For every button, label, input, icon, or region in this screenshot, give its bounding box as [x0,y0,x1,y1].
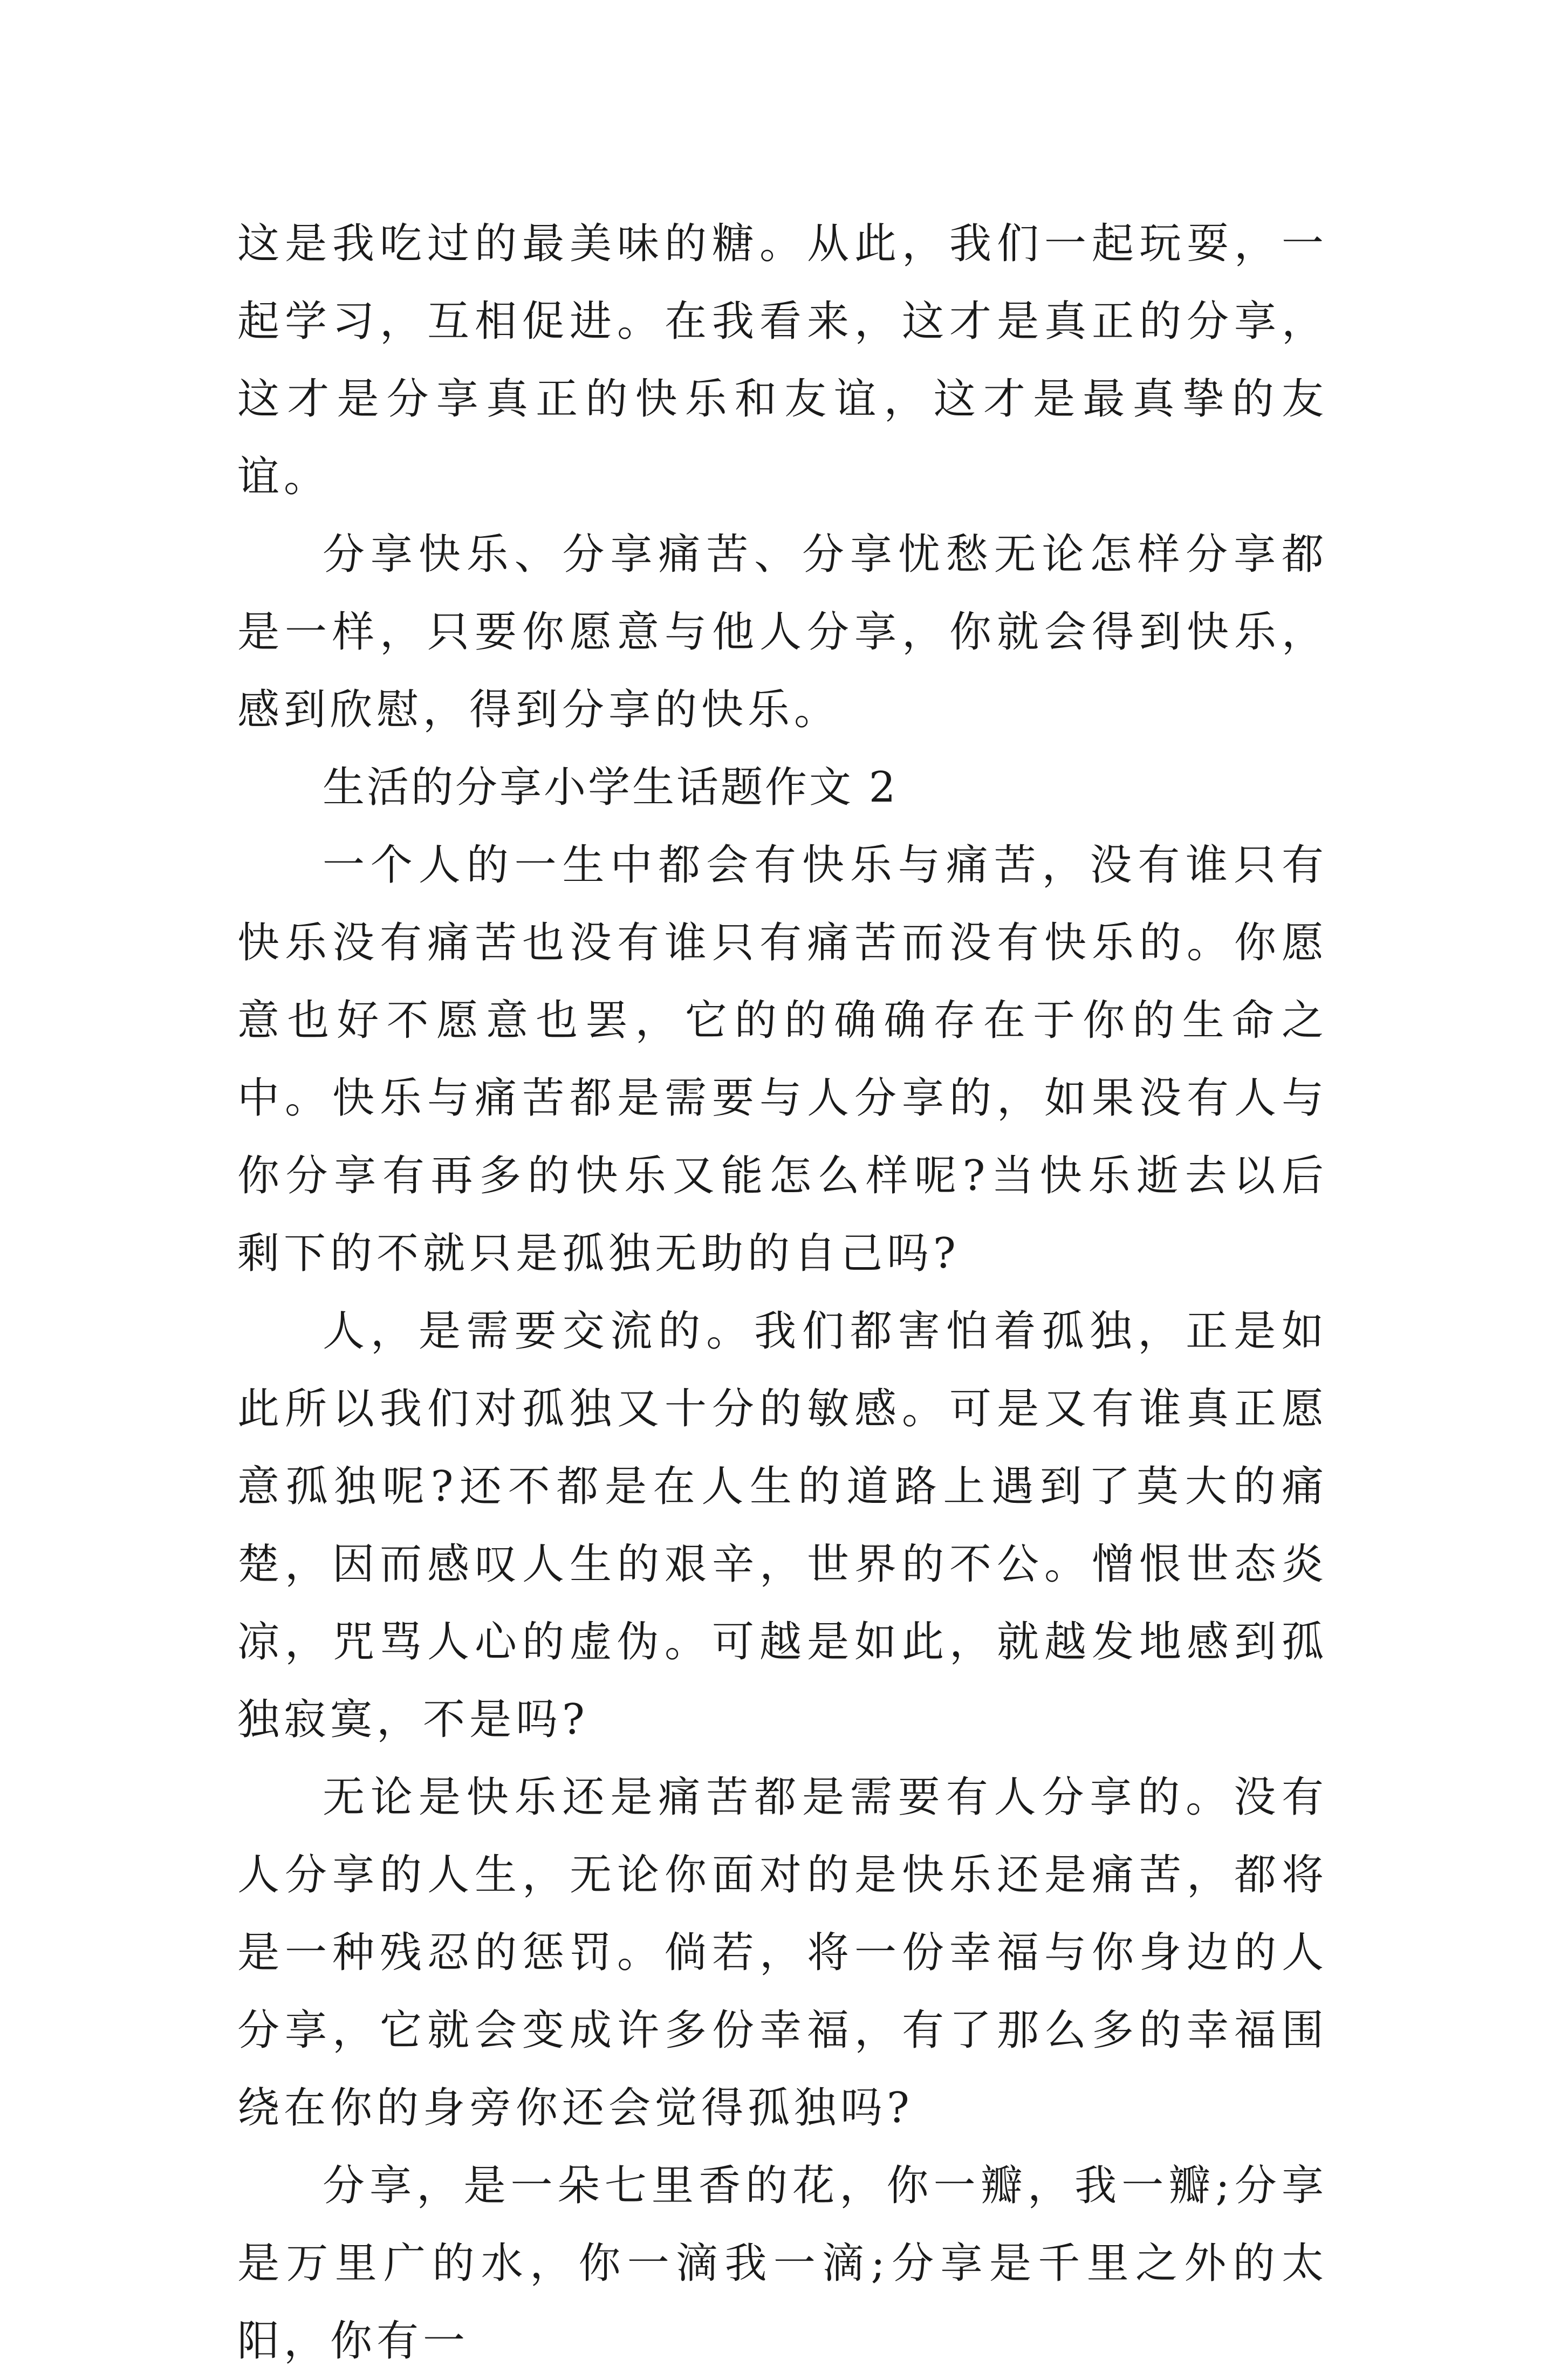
paragraph-5: 无论是快乐还是痛苦都是需要有人分享的。没有人分享的人生，无论你面对的是快乐还是痛苦，都将是一种残忍的惩罚。倘若，将一份幸福与你身边的人分享，它就会变成许多份幸福，有了那么多的幸福围绕在你的身旁你还会觉得孤独吗? [237,1773,1328,2132]
paragraph-2: 分享快乐、分享痛苦、分享忧愁无论怎样分享都是一样，只要你愿意与他人分享，你就会得到快乐，感到欣慰，得到分享的快乐。 [237,530,1328,734]
paragraph-3: 一个人的一生中都会有快乐与痛苦，没有谁只有快乐没有痛苦也没有谁只有痛苦而没有快乐的。你愿意也好不愿意也罢，它的的确确存在于你的生命之中。快乐与痛苦都是需要与人分享的，如果没有人与你分享有再多的快乐又能怎么样呢?当快乐逝去以后剩下的不就只是孤独无助的自己吗? [237,841,1328,1278]
essay-title: 生活的分享小学生话题作文 2 [323,763,898,812]
paragraph-4: 人，是需要交流的。我们都害怕着孤独，正是如此所以我们对孤独又十分的敏感。可是又有谁真正愿意孤独呢?还不都是在人生的道路上遇到了莫大的痛楚，因而感叹人生的艰辛，世界的不公。憎恨世态炎凉，咒骂人心的虚伪。可越是如此，就越发地感到孤独寂寞，不是吗? [237,1307,1328,1744]
paragraph-6: 分享，是一朵七里香的花，你一瓣，我一瓣;分享是万里广的水，你一滴我一滴;分享是千里之外的太阳，你有一 [237,2162,1328,2365]
paragraph-1: 这是我吃过的最美味的糖。从此，我们一起玩耍，一起学习，互相促进。在我看来，这才是真正的分享，这才是分享真正的快乐和友谊，这才是最真挚的友谊。 [237,220,1328,501]
document-body [237,205,1328,2380]
